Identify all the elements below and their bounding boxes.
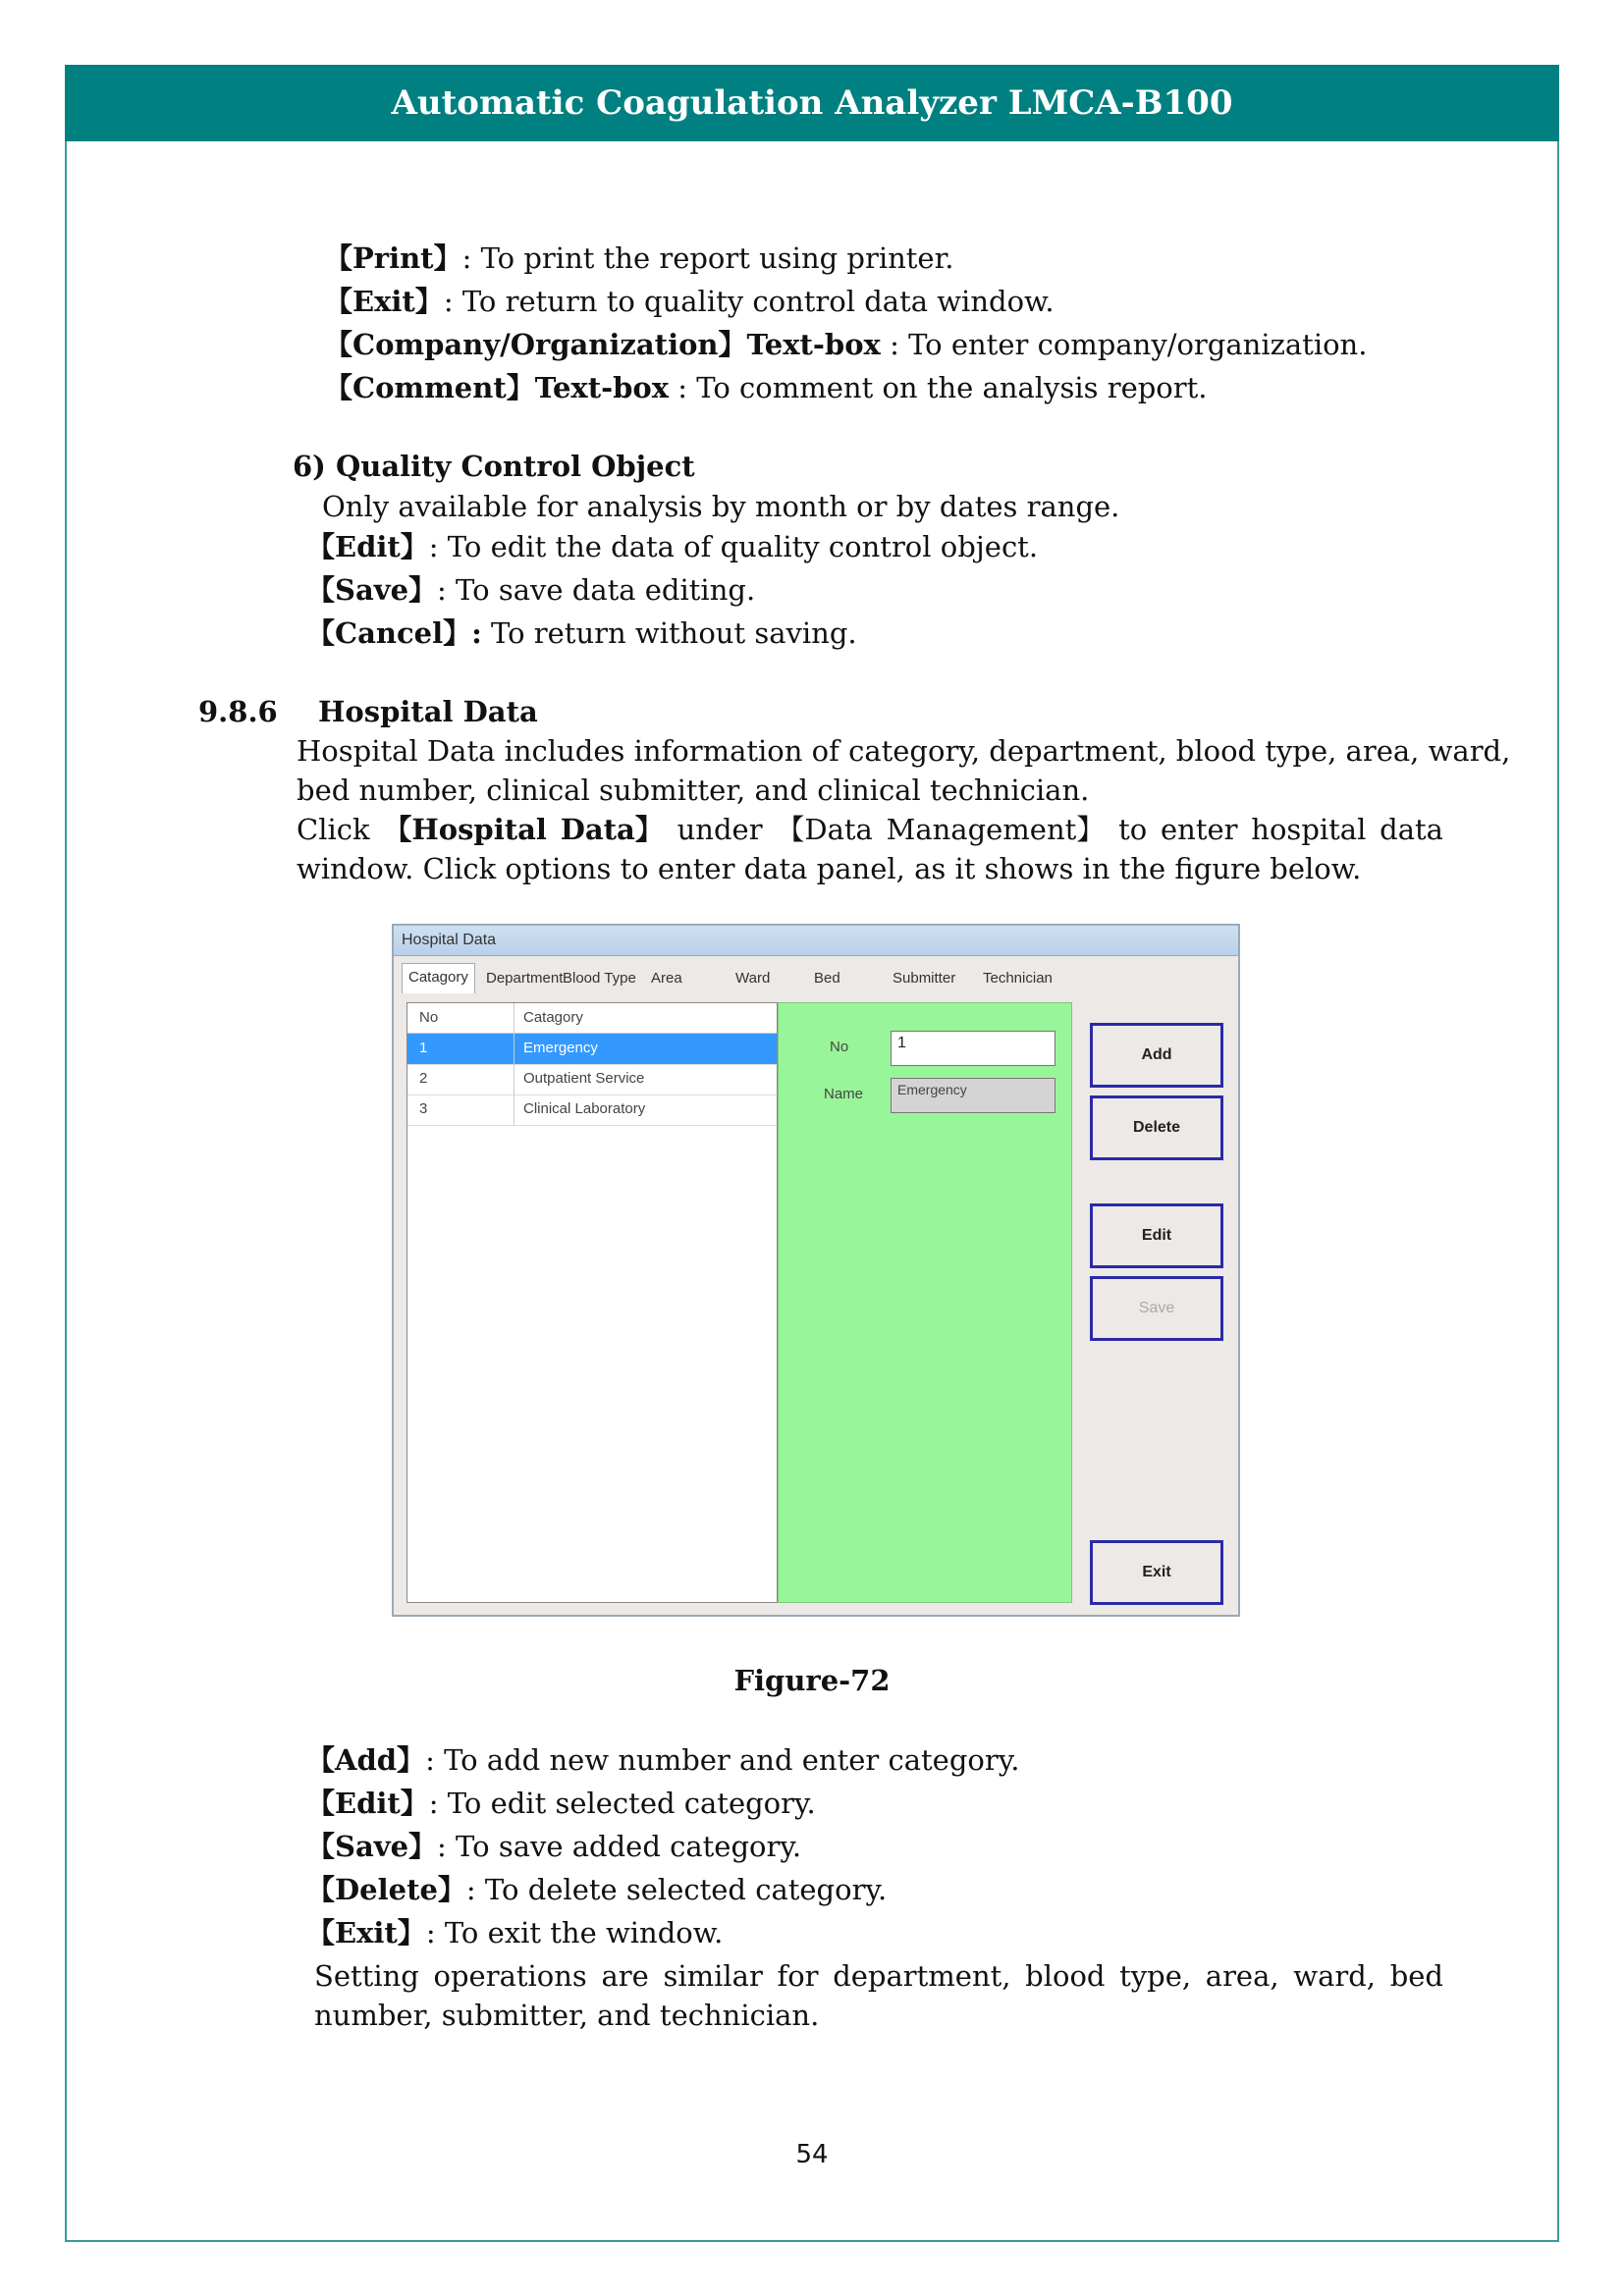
name-label: Name (824, 1086, 864, 1102)
delete-button[interactable]: Delete (1090, 1095, 1223, 1160)
add-button[interactable]: Add (1090, 1023, 1223, 1088)
hospital-para2-line1: Click 【Hospital Data】 under 【Data Management】 to enter hospital data (297, 813, 1443, 846)
save-item: 【Save】: To save added category. (306, 1830, 802, 1863)
category-list (406, 1002, 778, 1603)
page-header (65, 65, 1559, 141)
qc-save-item: 【Save】: To save data editing. (306, 573, 756, 607)
page-number: 54 (795, 2140, 829, 2169)
comment-item: 【Comment】Text-box : To comment on the analysis report. (324, 371, 1208, 404)
tab-technician[interactable]: Technician (983, 970, 1053, 987)
no-field[interactable]: 1 (891, 1031, 1056, 1066)
hospital-data-window (392, 924, 1240, 1617)
header-title: Automatic Coagulation Analyzer LMCA-B100 (391, 83, 1233, 123)
tab-department[interactable]: Department (486, 970, 564, 987)
closing-line1: Setting operations are similar for department, blood type, area, ward, bed (314, 1959, 1443, 1993)
qc-object-heading: 6) Quality Control Object (293, 450, 695, 483)
qc-cancel-item: 【Cancel】: To return without saving. (306, 616, 857, 650)
tab-blood-type[interactable]: Blood Type (563, 970, 636, 987)
delete-item: 【Delete】: To delete selected category. (306, 1873, 888, 1906)
tab-area[interactable]: Area (651, 970, 682, 987)
detail-panel (778, 1002, 1072, 1603)
exit-window-item: 【Exit】: To exit the window. (306, 1916, 724, 1949)
list-header (407, 1003, 777, 1034)
table-row[interactable]: 3 Clinical Laboratory (407, 1095, 777, 1126)
save-button[interactable]: Save (1090, 1276, 1223, 1341)
tab-category[interactable]: Catagory (402, 963, 475, 993)
hospital-para2-line2: window. Click options to enter data panel, as it shows in the figure below. (297, 852, 1362, 885)
qc-object-intro: Only available for analysis by month or by dates range. (322, 490, 1120, 523)
table-row[interactable]: 2 Outpatient Service (407, 1064, 777, 1095)
column-no: No (419, 1009, 439, 1026)
figure-caption: Figure-72 (733, 1664, 891, 1697)
table-row[interactable]: 1 Emergency (407, 1034, 777, 1065)
window-title: Hospital Data (394, 926, 1238, 956)
tab-bed[interactable]: Bed (814, 970, 840, 987)
section-number: 9.8.6 (198, 695, 278, 728)
closing-line2: number, submitter, and technician. (314, 1999, 820, 2032)
exit-item: 【Exit】: To return to quality control data window. (324, 285, 1055, 318)
edit-button[interactable]: Edit (1090, 1203, 1223, 1268)
column-category: Catagory (523, 1009, 583, 1026)
tab-submitter[interactable]: Submitter (893, 970, 956, 987)
name-field[interactable]: Emergency (891, 1078, 1056, 1113)
company-item: 【Company/Organization】Text-box : To enter company/organization. (324, 328, 1368, 361)
hospital-para1-line2: bed number, clinical submitter, and clinical technician. (297, 774, 1090, 807)
edit-item: 【Edit】: To edit selected category. (306, 1787, 816, 1820)
section-heading: Hospital Data (318, 695, 538, 728)
add-item: 【Add】: To add new number and enter category. (306, 1743, 1020, 1777)
tab-ward[interactable]: Ward (735, 970, 771, 987)
print-item: 【Print】: To print the report using printer. (324, 241, 954, 275)
hospital-para1-line1: Hospital Data includes information of category, department, blood type, area, ward, (297, 734, 1511, 768)
no-label: No (830, 1039, 849, 1055)
qc-edit-item: 【Edit】: To edit the data of quality control object. (306, 530, 1039, 563)
exit-button[interactable]: Exit (1090, 1540, 1223, 1605)
